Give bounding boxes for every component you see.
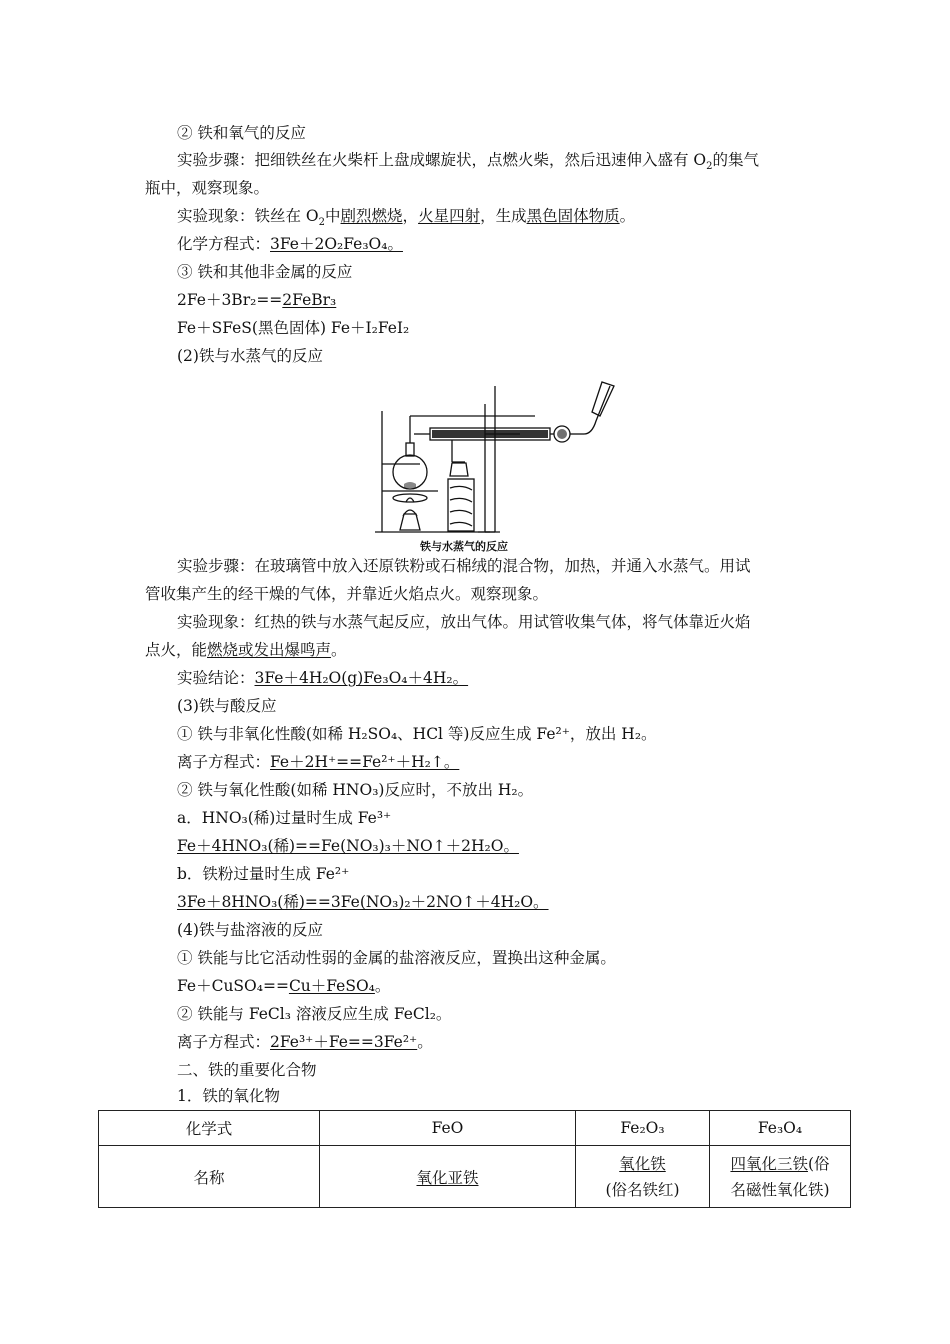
equation-line: Fe＋SFeS(黑色固体) Fe＋I₂FeI₂ [177, 319, 410, 337]
text: 。 [331, 641, 347, 659]
case-b-equation: 3Fe＋8HNO₃(稀)==3Fe(NO₃)₂＋2NO↑＋4H₂O。 [177, 893, 549, 911]
text: 实验现象：铁丝在 O [177, 207, 319, 225]
phenomenon-line-2 [145, 640, 347, 660]
text: 。 [417, 1033, 433, 1051]
answer-blank: Fe＋2H⁺==Fe²⁺＋H₂↑。 [270, 753, 460, 771]
steam-reaction-apparatus-figure [370, 376, 620, 538]
text: ， [402, 207, 419, 225]
answer-blank: 燃烧或发出爆鸣声 [207, 641, 332, 659]
heading-iron-acid: (3)铁与酸反应 [177, 697, 277, 715]
case-b-label: b．铁粉过量时生成 Fe²⁺ [177, 865, 350, 883]
answer-blank: 四氧化三铁 [730, 1154, 808, 1173]
iron-oxides-table [98, 1110, 851, 1208]
text: 实验步骤：把细铁丝在火柴杆上盘成螺旋状，点燃火柴，然后迅速伸入盛有 O [177, 151, 707, 169]
table-cell [576, 1146, 710, 1208]
sub-heading: 1．铁的氧化物 [177, 1087, 280, 1105]
heading-iron-salt: (4)铁与盐溶液的反应 [177, 921, 323, 939]
table-cell [710, 1146, 851, 1208]
case-a-equation: Fe＋4HNO₃(稀)==Fe(NO₃)₃＋NO↑＋2H₂O。 [177, 837, 519, 855]
answer-blank: 3Fe＋2O₂Fe₃O₄。 [270, 235, 403, 253]
subscript: 2 [706, 161, 713, 173]
text: 点火，能 [145, 641, 208, 659]
paragraph: ① 铁与非氧化性酸(如稀 H₂SO₄、HCl 等)反应生成 Fe²⁺，放出 H₂。 [177, 725, 657, 743]
text: 。 [374, 977, 391, 995]
table-cell: Fe₂O₃ [576, 1111, 710, 1146]
label: 实验结论： [177, 669, 255, 687]
label: 化学方程式： [177, 235, 271, 253]
answer-blank: 3Fe＋4H₂O(g)Fe₃O₄＋4H₂。 [254, 669, 469, 687]
answer-blank: 剧烈燃烧 [340, 207, 403, 225]
answer-blank: 2FeBr₃ [282, 291, 337, 309]
text: 的集气 [712, 151, 760, 169]
ionic-equation-line [177, 752, 459, 772]
steps-line-2: 瓶中，观察现象。 [145, 179, 270, 197]
answer-blank: 氧化铁 [619, 1154, 666, 1173]
table-cell: 名称 [99, 1146, 320, 1208]
paragraph: ② 铁与氧化性酸(如稀 HNO₃)反应时，不放出 H₂。 [177, 781, 534, 799]
equation-line [177, 976, 390, 996]
phenomenon-line: 实验现象：红热的铁与水蒸气起反应，放出气体。用试管收集气体，将气体靠近火焰 [177, 613, 751, 631]
subscript: 2 [318, 217, 326, 229]
phenomenon-line [177, 206, 636, 229]
common-name: 名磁性氧化铁) [730, 1180, 830, 1199]
text: 2Fe＋3Br₂== [177, 291, 283, 309]
paragraph: ① 铁能与比它活动性弱的金属的盐溶液反应，置换出这种金属。 [177, 949, 616, 967]
text: 中 [325, 207, 341, 225]
label: 离子方程式： [177, 753, 271, 771]
answer-blank: 2Fe³⁺＋Fe==3Fe²⁺ [270, 1033, 418, 1051]
text: ，生成 [480, 207, 527, 225]
paragraph: ② 铁能与 FeCl₃ 溶液反应生成 FeCl₂。 [177, 1005, 452, 1023]
ionic-equation-line [177, 1032, 433, 1052]
equation-line [177, 234, 403, 254]
answer-blank: Cu＋FeSO₄ [288, 977, 375, 995]
steps-line: 实验步骤：在玻璃管中放入还原铁粉或石棉绒的混合物，加热，并通入水蒸气。用试 [177, 557, 751, 575]
answer-blank: 火星四射 [418, 207, 481, 225]
table-cell [320, 1146, 576, 1208]
table-cell: FeO [320, 1111, 576, 1146]
section-heading: 二、铁的重要化合物 [177, 1061, 317, 1079]
text: (俗 [807, 1154, 830, 1173]
table-row [99, 1146, 851, 1208]
conclusion-line [177, 668, 468, 688]
steps-line [177, 150, 760, 173]
text: 。 [619, 207, 636, 225]
label: 离子方程式： [177, 1033, 271, 1051]
answer-blank: 氧化亚铁 [416, 1168, 479, 1187]
figure-caption: 铁与水蒸气的反应 [420, 540, 508, 553]
table-cell: Fe₃O₄ [710, 1111, 851, 1146]
table-row [99, 1111, 851, 1146]
case-a-label: a．HNO₃(稀)过量时生成 Fe³⁺ [177, 809, 392, 827]
heading-iron-steam: (2)铁与水蒸气的反应 [177, 347, 323, 365]
heading-iron-oxygen: ② 铁和氧气的反应 [177, 124, 306, 142]
common-name: (俗名铁红) [605, 1180, 680, 1199]
table-cell: 化学式 [99, 1111, 320, 1146]
equation-line [177, 290, 336, 310]
answer-blank: 黑色固体物质 [526, 207, 620, 225]
text: Fe＋CuSO₄== [177, 977, 289, 995]
heading-iron-nonmetal: ③ 铁和其他非金属的反应 [177, 263, 353, 281]
steps-line-2: 管收集产生的经干燥的气体，并靠近火焰点火。观察现象。 [145, 585, 549, 603]
